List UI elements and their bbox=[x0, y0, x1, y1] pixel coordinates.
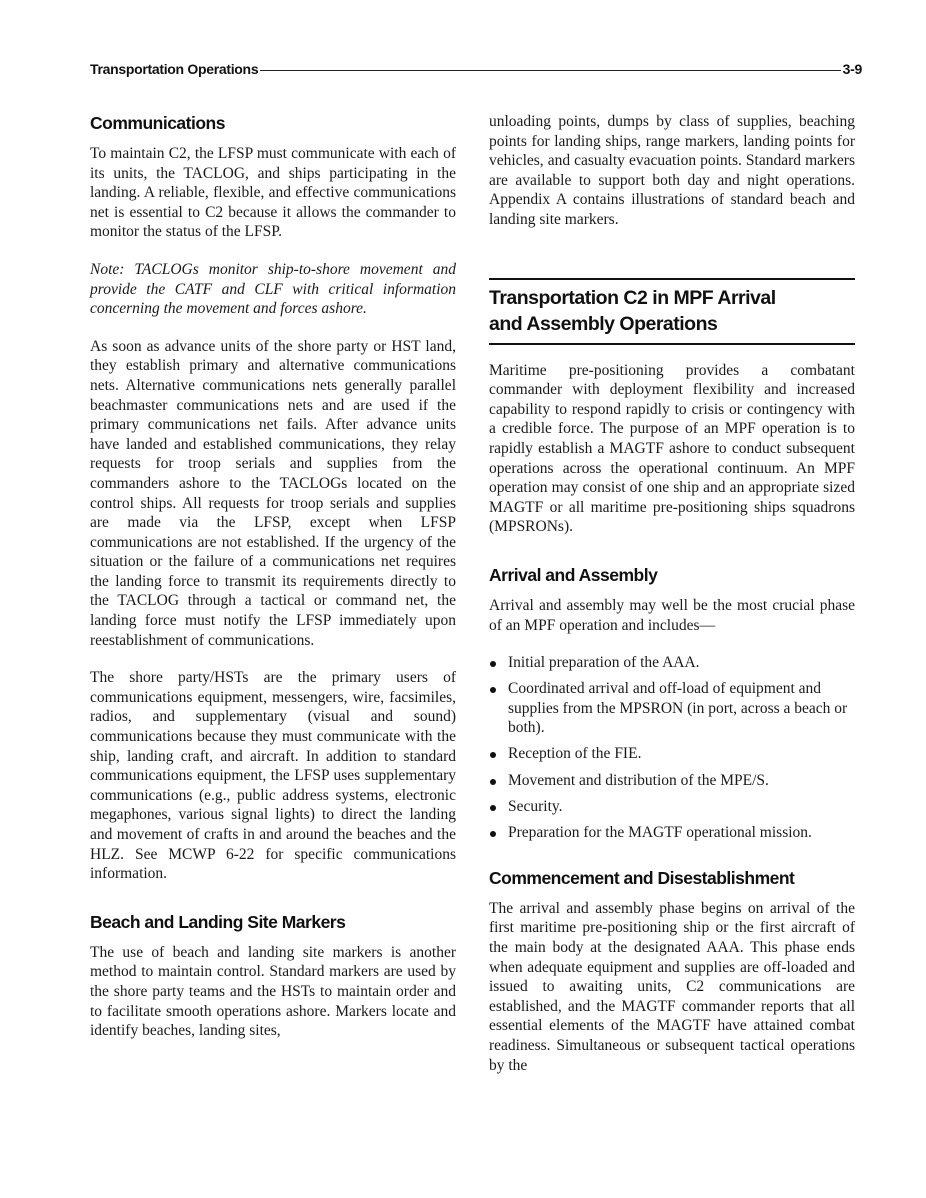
page-number: 3-9 bbox=[842, 61, 862, 77]
heading-commencement: Commencement and Disestablishment bbox=[489, 867, 795, 888]
bullet-icon bbox=[490, 779, 496, 785]
paragraph: The shore party/HSTs are the primary users of communications equipment, messengers, wire, facsimiles, radios, and supplementary (visual and sound) communications because they must communicate with the ship, landing craft, and aircraft. In addition to standard communications equipment, the LFSP uses supplementary communications (e.g., public address systems, electronic megaphones, various signal lights) to direct the landing and movement of crafts in and around the beaches and the HLZ. See MCWP 6-22 for specific communications information. bbox=[90, 669, 456, 883]
list-item: Coordinated arrival and off-load of equipment and supplies from the MPSRON (in port, across a beach or both). bbox=[489, 679, 855, 738]
bullet-icon bbox=[490, 805, 496, 811]
bullet-icon bbox=[490, 831, 496, 837]
paragraph: Maritime pre-positioning provides a combatant commander with deployment flexibility and increased capability to respond rapidly to crisis or contingency with a credible force. The purpose of an MPF operation is to rapidly establish a MAGTF ashore to conduct subsequent operations across the operational continuum. An MPF operation may consist of one ship and an appropriate sized MAGTF or all maritime pre-positioning ships squadrons (MPSRONs). bbox=[489, 361, 855, 536]
list-item: Reception of the FIE. bbox=[489, 744, 855, 764]
paragraph: To maintain C2, the LFSP must communicate with each of its units, the TACLOG, and ships participating in the landing. A reliable, flexible, and effective communications net is essential to C2 because it allows the commander to monitor the status of the LFSP. bbox=[90, 145, 456, 241]
section-heading-line2: and Assembly Operations bbox=[489, 312, 718, 335]
section-heading-line1: Transportation C2 in MPF Arrival bbox=[489, 286, 776, 309]
header-rule bbox=[260, 70, 840, 71]
bullet-list bbox=[489, 653, 855, 842]
paragraph: The arrival and assembly phase begins on arrival of the first maritime pre-positioning ship or the first aircraft of the main body at the designated AAA. This phase ends when adequate equipment and supplies are off-loaded and issued to awaiting units, C2 communications are established, and the MAGTF commander reports that all essential elements of the MAGTF have attained combat readiness. Simultaneous or subsequent tactical operations by the bbox=[489, 899, 855, 1074]
list-item: Security. bbox=[489, 797, 855, 817]
paragraph: As soon as advance units of the shore party or HST land, they establish primary and alternative communications nets. Alternative communications nets generally parallel beachmaster communications nets and are used if the primary communications net fails. After advance units have landed and established communications, they relay requests for troop serials and supplies from the commanders ashore to the TACLOGs located on the control ships. All requests for troop serials and supplies are made via the LFSP, except when LFSP communications are not established. If the urgency of the situation or the failure of a communications net requires the landing force to transmit its requirements directly to the TACLOG through a tactical or command net, the landing force must notify the LFSP immediately upon reestablishment of communications. bbox=[90, 337, 456, 649]
list-item: Preparation for the MAGTF operational mission. bbox=[489, 823, 855, 843]
left-column bbox=[90, 112, 456, 1041]
heading-beach-markers: Beach and Landing Site Markers bbox=[90, 911, 346, 932]
bullet-icon bbox=[490, 687, 496, 693]
list-item: Initial preparation of the AAA. bbox=[489, 653, 855, 673]
right-column bbox=[489, 112, 855, 1075]
header-title: Transportation Operations bbox=[90, 61, 259, 77]
paragraph: unloading points, dumps by class of supplies, beaching points for landing ships, range markers, landing points for vehicles, and casualty evacuation points. Standard markers are available to support both day and night operations. Appendix A contains illustrations of standard beach and landing site markers. bbox=[489, 113, 855, 228]
paragraph: The use of beach and landing site markers is another method to maintain control. Standard markers are used by the shore party teams and the HSTs to maintain order and to facilitate smooth operations ashore. Markers locate and identify beaches, landing sites, bbox=[90, 943, 456, 1040]
bullet-icon bbox=[490, 661, 496, 667]
paragraph: Arrival and assembly may well be the most crucial phase of an MPF operation and includes— bbox=[489, 596, 855, 634]
list-item: Movement and distribution of the MPE/S. bbox=[489, 771, 855, 791]
bullet-icon bbox=[490, 752, 496, 758]
heading-arrival-assembly: Arrival and Assembly bbox=[489, 564, 658, 585]
section-heading-box bbox=[489, 278, 855, 345]
note-paragraph: Note: TACLOGs monitor ship-to-shore movement and provide the CATF and CLF with critical information concerning the movement and forces ashore. bbox=[90, 260, 456, 318]
heading-communications: Communications bbox=[90, 113, 225, 133]
running-header bbox=[90, 59, 862, 79]
